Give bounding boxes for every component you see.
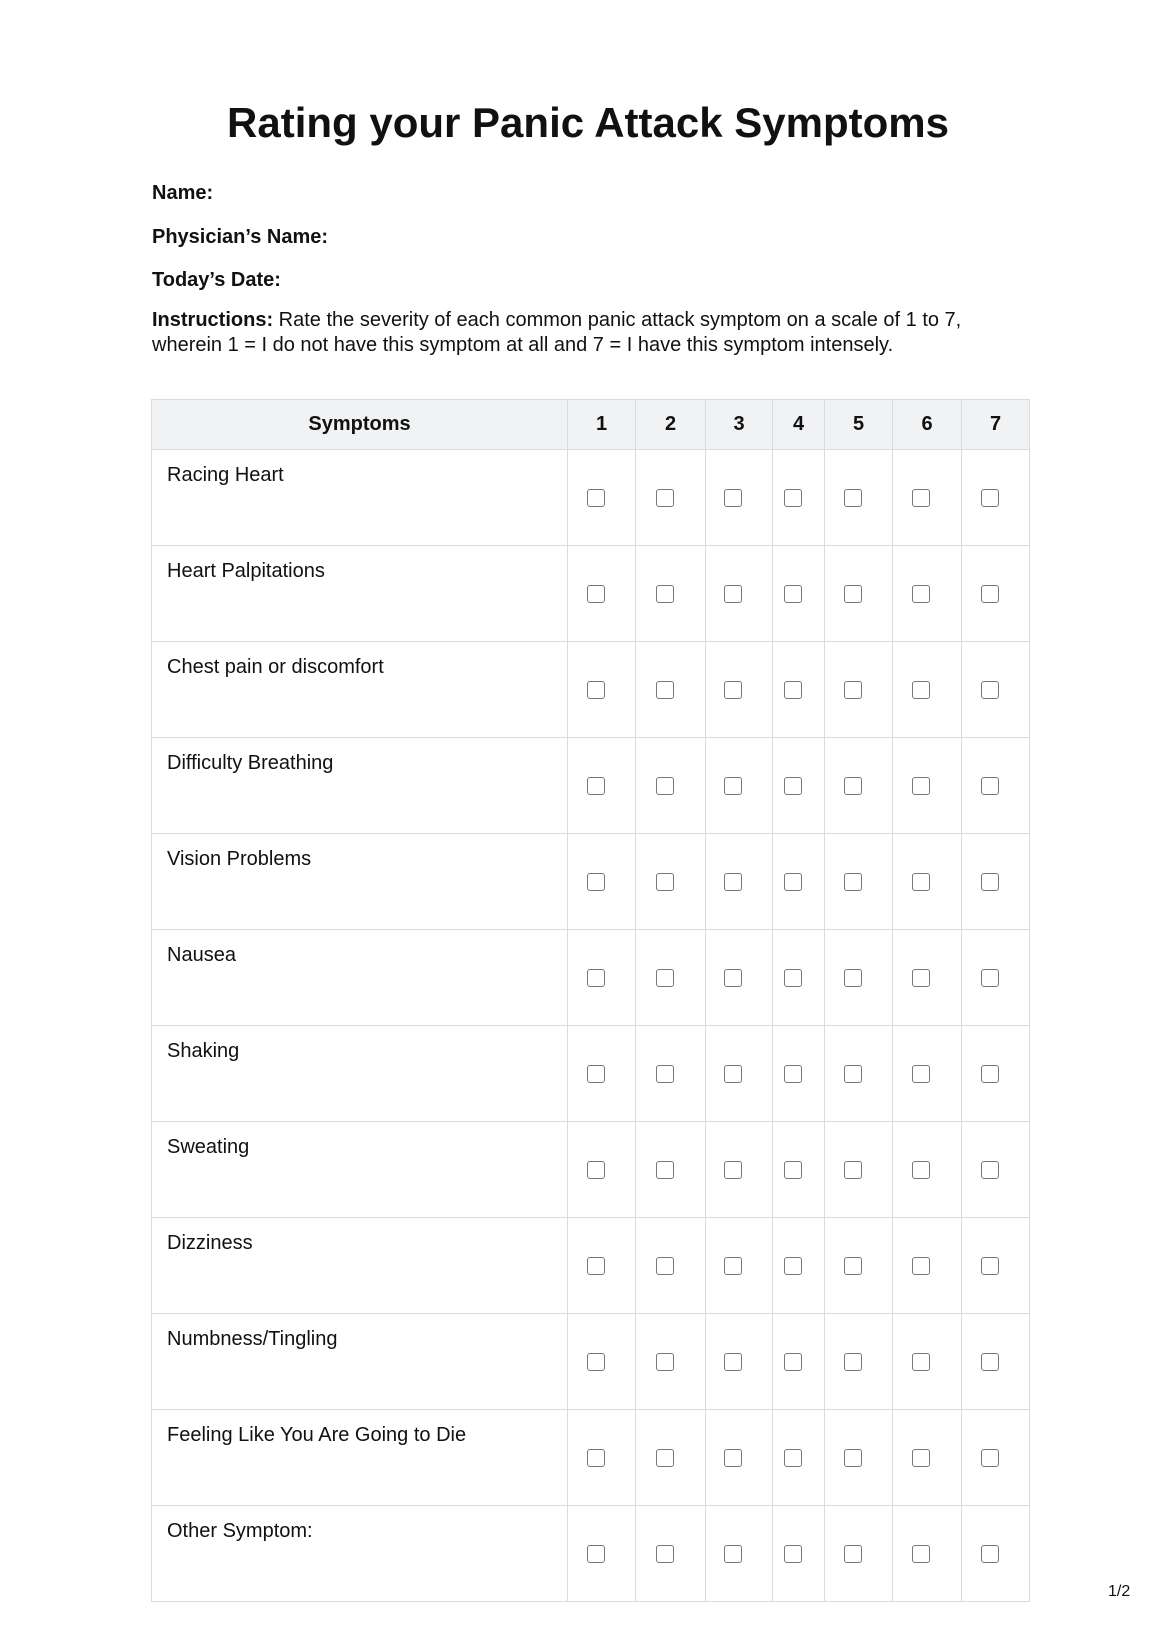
rating-cell-3 (706, 1218, 773, 1314)
rating-checkbox-1[interactable] (587, 1353, 605, 1371)
rating-cell-5 (825, 1122, 893, 1218)
symptom-label: Numbness/Tingling (152, 1314, 568, 1410)
rating-cell-1 (568, 1218, 636, 1314)
rating-checkbox-1[interactable] (587, 1449, 605, 1467)
physician-name-label: Physician’s Name: (152, 226, 329, 248)
rating-checkbox-2[interactable] (656, 1257, 674, 1275)
instructions (152, 308, 1032, 358)
table-row (152, 1122, 1030, 1218)
rating-cell-6 (893, 1506, 962, 1602)
rating-checkbox-7[interactable] (981, 1161, 999, 1179)
rating-cell-1 (568, 1314, 636, 1410)
rating-checkbox-4[interactable] (784, 969, 802, 987)
table-row (152, 546, 1030, 642)
rating-checkbox-4[interactable] (784, 585, 802, 603)
rating-cell-4 (773, 1122, 825, 1218)
rating-cell-3 (706, 546, 773, 642)
rating-cell-6 (893, 642, 962, 738)
rating-cell-7 (962, 738, 1030, 834)
rating-cell-3 (706, 834, 773, 930)
rating-checkbox-4[interactable] (784, 1545, 802, 1563)
rating-checkbox-5[interactable] (844, 777, 862, 795)
rating-cell-1 (568, 1122, 636, 1218)
rating-cell-7 (962, 930, 1030, 1026)
header-rating-1: 1 (568, 400, 636, 450)
rating-checkbox-3[interactable] (724, 489, 742, 507)
rating-checkbox-6[interactable] (912, 1161, 930, 1179)
rating-checkbox-6[interactable] (912, 969, 930, 987)
rating-checkbox-6[interactable] (912, 1257, 930, 1275)
rating-cell-2 (636, 1026, 706, 1122)
instructions-text: Rate the severity of each common panic attack symptom on a scale of 1 to 7, wherein 1 = I do not have this symptom at all and 7 = I have this symptom intensely. (152, 309, 962, 356)
rating-cell-4 (773, 930, 825, 1026)
rating-cell-5 (825, 738, 893, 834)
rating-checkbox-2[interactable] (656, 777, 674, 795)
rating-cell-1 (568, 1506, 636, 1602)
rating-checkbox-6[interactable] (912, 1353, 930, 1371)
rating-cell-4 (773, 1506, 825, 1602)
rating-cell-7 (962, 834, 1030, 930)
rating-checkbox-7[interactable] (981, 1545, 999, 1563)
rating-checkbox-1[interactable] (587, 873, 605, 891)
rating-checkbox-3[interactable] (724, 1449, 742, 1467)
rating-checkbox-3[interactable] (724, 873, 742, 891)
symptom-rating-table (151, 399, 1030, 1602)
rating-cell-2 (636, 642, 706, 738)
rating-cell-7 (962, 642, 1030, 738)
rating-checkbox-5[interactable] (844, 1065, 862, 1083)
table-row (152, 1314, 1030, 1410)
rating-cell-1 (568, 738, 636, 834)
rating-checkbox-5[interactable] (844, 873, 862, 891)
rating-checkbox-1[interactable] (587, 1257, 605, 1275)
rating-checkbox-4[interactable] (784, 1353, 802, 1371)
header-rating-6: 6 (893, 400, 962, 450)
rating-checkbox-2[interactable] (656, 969, 674, 987)
rating-checkbox-3[interactable] (724, 1545, 742, 1563)
rating-cell-4 (773, 834, 825, 930)
rating-cell-7 (962, 546, 1030, 642)
rating-checkbox-4[interactable] (784, 1257, 802, 1275)
rating-cell-7 (962, 1122, 1030, 1218)
header-rating-2: 2 (636, 400, 706, 450)
rating-checkbox-5[interactable] (844, 489, 862, 507)
rating-cell-5 (825, 1506, 893, 1602)
todays-date-label: Today’s Date: (152, 269, 281, 291)
rating-checkbox-1[interactable] (587, 585, 605, 603)
rating-cell-7 (962, 1410, 1030, 1506)
rating-cell-6 (893, 1026, 962, 1122)
rating-cell-5 (825, 642, 893, 738)
rating-cell-6 (893, 1218, 962, 1314)
header-rating-4: 4 (773, 400, 825, 450)
page-number: 1/2 (1108, 1583, 1131, 1600)
rating-cell-2 (636, 450, 706, 546)
rating-checkbox-4[interactable] (784, 1449, 802, 1467)
symptom-label: Racing Heart (152, 450, 568, 546)
rating-checkbox-6[interactable] (912, 873, 930, 891)
table-row (152, 1506, 1030, 1602)
table-row (152, 930, 1030, 1026)
rating-checkbox-4[interactable] (784, 873, 802, 891)
symptom-label: Other Symptom: (152, 1506, 568, 1602)
header-rating-5: 5 (825, 400, 893, 450)
rating-checkbox-6[interactable] (912, 585, 930, 603)
rating-cell-6 (893, 1122, 962, 1218)
rating-checkbox-7[interactable] (981, 1065, 999, 1083)
symptom-label: Nausea (152, 930, 568, 1026)
rating-checkbox-2[interactable] (656, 1545, 674, 1563)
rating-checkbox-7[interactable] (981, 1353, 999, 1371)
rating-cell-2 (636, 1218, 706, 1314)
rating-cell-3 (706, 1026, 773, 1122)
rating-checkbox-5[interactable] (844, 1545, 862, 1563)
rating-checkbox-7[interactable] (981, 873, 999, 891)
rating-cell-5 (825, 930, 893, 1026)
rating-checkbox-5[interactable] (844, 1353, 862, 1371)
rating-cell-6 (893, 1410, 962, 1506)
rating-cell-3 (706, 1314, 773, 1410)
rating-cell-1 (568, 834, 636, 930)
table-row (152, 1410, 1030, 1506)
rating-checkbox-6[interactable] (912, 681, 930, 699)
rating-checkbox-7[interactable] (981, 1449, 999, 1467)
rating-checkbox-5[interactable] (844, 585, 862, 603)
rating-cell-5 (825, 546, 893, 642)
rating-checkbox-3[interactable] (724, 777, 742, 795)
rating-cell-2 (636, 930, 706, 1026)
rating-checkbox-1[interactable] (587, 1161, 605, 1179)
rating-cell-2 (636, 1122, 706, 1218)
table-header-row (152, 400, 1030, 450)
table-row (152, 834, 1030, 930)
rating-checkbox-2[interactable] (656, 585, 674, 603)
rating-cell-3 (706, 450, 773, 546)
rating-checkbox-6[interactable] (912, 1065, 930, 1083)
rating-checkbox-1[interactable] (587, 969, 605, 987)
rating-checkbox-6[interactable] (912, 1545, 930, 1563)
rating-checkbox-7[interactable] (981, 969, 999, 987)
table-row (152, 1218, 1030, 1314)
rating-cell-5 (825, 1026, 893, 1122)
rating-checkbox-2[interactable] (656, 1161, 674, 1179)
rating-checkbox-4[interactable] (784, 489, 802, 507)
rating-cell-5 (825, 1314, 893, 1410)
rating-cell-5 (825, 1410, 893, 1506)
rating-checkbox-7[interactable] (981, 681, 999, 699)
rating-cell-2 (636, 546, 706, 642)
rating-checkbox-2[interactable] (656, 1353, 674, 1371)
rating-checkbox-2[interactable] (656, 1065, 674, 1083)
rating-checkbox-2[interactable] (656, 873, 674, 891)
rating-cell-1 (568, 1026, 636, 1122)
rating-cell-2 (636, 834, 706, 930)
rating-checkbox-1[interactable] (587, 777, 605, 795)
rating-cell-5 (825, 1218, 893, 1314)
symptom-label: Vision Problems (152, 834, 568, 930)
rating-checkbox-7[interactable] (981, 585, 999, 603)
rating-checkbox-1[interactable] (587, 1065, 605, 1083)
rating-cell-7 (962, 1506, 1030, 1602)
rating-cell-4 (773, 546, 825, 642)
rating-cell-7 (962, 1218, 1030, 1314)
rating-cell-2 (636, 1410, 706, 1506)
rating-cell-3 (706, 1122, 773, 1218)
rating-checkbox-7[interactable] (981, 777, 999, 795)
rating-cell-7 (962, 1026, 1030, 1122)
rating-checkbox-3[interactable] (724, 1065, 742, 1083)
rating-cell-7 (962, 450, 1030, 546)
rating-cell-6 (893, 1314, 962, 1410)
rating-cell-6 (893, 546, 962, 642)
rating-cell-4 (773, 1026, 825, 1122)
rating-checkbox-7[interactable] (981, 489, 999, 507)
rating-cell-4 (773, 1218, 825, 1314)
symptom-label: Dizziness (152, 1218, 568, 1314)
table-row (152, 642, 1030, 738)
rating-cell-7 (962, 1314, 1030, 1410)
rating-cell-4 (773, 642, 825, 738)
table-row (152, 450, 1030, 546)
rating-cell-1 (568, 450, 636, 546)
rating-checkbox-4[interactable] (784, 1161, 802, 1179)
rating-cell-3 (706, 642, 773, 738)
rating-cell-6 (893, 834, 962, 930)
symptom-label: Heart Palpitations (152, 546, 568, 642)
table-row (152, 738, 1030, 834)
rating-checkbox-4[interactable] (784, 777, 802, 795)
rating-cell-3 (706, 738, 773, 834)
rating-checkbox-3[interactable] (724, 585, 742, 603)
rating-cell-1 (568, 930, 636, 1026)
rating-checkbox-6[interactable] (912, 1449, 930, 1467)
rating-checkbox-1[interactable] (587, 681, 605, 699)
rating-checkbox-5[interactable] (844, 1449, 862, 1467)
rating-cell-3 (706, 1410, 773, 1506)
rating-cell-4 (773, 1410, 825, 1506)
symptom-label: Difficulty Breathing (152, 738, 568, 834)
rating-checkbox-5[interactable] (844, 969, 862, 987)
page-title: Rating your Panic Attack Symptoms (227, 99, 949, 146)
rating-cell-3 (706, 930, 773, 1026)
header-symptoms: Symptoms (152, 400, 568, 450)
symptom-label: Shaking (152, 1026, 568, 1122)
rating-checkbox-6[interactable] (912, 777, 930, 795)
rating-checkbox-2[interactable] (656, 489, 674, 507)
rating-checkbox-3[interactable] (724, 1353, 742, 1371)
rating-checkbox-3[interactable] (724, 969, 742, 987)
rating-checkbox-2[interactable] (656, 1449, 674, 1467)
symptom-label: Sweating (152, 1122, 568, 1218)
rating-checkbox-1[interactable] (587, 489, 605, 507)
rating-checkbox-3[interactable] (724, 681, 742, 699)
rating-cell-1 (568, 1410, 636, 1506)
rating-checkbox-1[interactable] (587, 1545, 605, 1563)
rating-cell-4 (773, 738, 825, 834)
instructions-label: Instructions: (152, 309, 274, 331)
rating-cell-6 (893, 930, 962, 1026)
rating-cell-5 (825, 450, 893, 546)
rating-cell-5 (825, 834, 893, 930)
name-label: Name: (152, 182, 214, 204)
rating-checkbox-4[interactable] (784, 681, 802, 699)
rating-cell-6 (893, 738, 962, 834)
rating-checkbox-5[interactable] (844, 681, 862, 699)
header-rating-7: 7 (962, 400, 1030, 450)
rating-cell-1 (568, 546, 636, 642)
table-row (152, 1026, 1030, 1122)
rating-checkbox-4[interactable] (784, 1065, 802, 1083)
rating-cell-2 (636, 738, 706, 834)
symptom-label: Chest pain or discomfort (152, 642, 568, 738)
rating-cell-2 (636, 1506, 706, 1602)
symptom-label: Feeling Like You Are Going to Die (152, 1410, 568, 1506)
rating-checkbox-7[interactable] (981, 1257, 999, 1275)
rating-checkbox-3[interactable] (724, 1257, 742, 1275)
rating-checkbox-3[interactable] (724, 1161, 742, 1179)
header-rating-3: 3 (706, 400, 773, 450)
rating-checkbox-5[interactable] (844, 1257, 862, 1275)
rating-checkbox-2[interactable] (656, 681, 674, 699)
rating-cell-4 (773, 1314, 825, 1410)
rating-cell-3 (706, 1506, 773, 1602)
rating-cell-4 (773, 450, 825, 546)
rating-checkbox-6[interactable] (912, 489, 930, 507)
rating-cell-1 (568, 642, 636, 738)
rating-cell-2 (636, 1314, 706, 1410)
rating-cell-6 (893, 450, 962, 546)
rating-checkbox-5[interactable] (844, 1161, 862, 1179)
